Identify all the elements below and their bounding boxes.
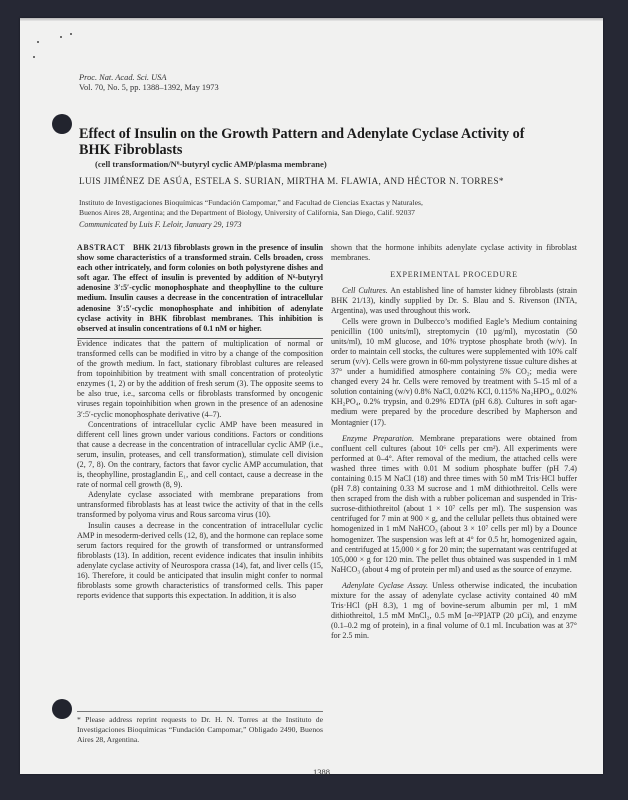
subsection-heading: Enzyme Preparation. — [342, 433, 414, 443]
communicated-by: Communicated by Luis F. Leloir, January 29, 1973 — [79, 220, 242, 229]
dust-speck — [70, 33, 72, 35]
paragraph-text: An established line of hamster kidney fibroblasts (strain BHK 21/13), kindly supplied by Dr. S. Blau and S. Rivenson (INTA, Argentina), was used throughout this work. — [331, 286, 577, 316]
body-paragraph: shown that the hormone inhibits adenylate cyclase activity in fibroblast membranes. — [331, 243, 577, 263]
abstract — [77, 243, 323, 339]
subsection-heading: Adenylate Cyclase Assay. — [342, 580, 429, 590]
body-paragraph — [331, 286, 577, 316]
paragraph-text: Unless otherwise indicated, the incubation mixture for the assay of adenylate cyclase activity contained 40 mM Tris·HCl (pH 8.3), 1 mg of bovine-serum albumin per ml, 1 mM dithiothreitol, 1.5 mM MnCl₂, 0.5 mM [α-³²P]ATP (20 µCi), and enzyme (0.1–0.2 mg of protein), in a final volume of 0.1 ml. Incubation was at 37° for 2.5 min. — [331, 580, 577, 641]
author-list: LUIS JIMÉNEZ DE ASÚA, ESTELA S. SURIAN, MIRTHA M. FLAWIA, AND HÉCTOR N. TORRES* — [79, 177, 504, 187]
right-column — [331, 243, 577, 641]
section-heading: EXPERIMENTAL PROCEDURE — [390, 270, 518, 280]
dust-speck — [33, 56, 35, 58]
paper-title: Effect of Insulin on the Growth Pattern and Adenylate Cyclase Activity of BHK Fibroblasts — [79, 126, 525, 158]
dust-speck — [37, 41, 39, 43]
body-paragraph: Evidence indicates that the pattern of multiplication of normal or transformed cells can be modified in vitro by a change of the composition of the growth medium. In fact, stationary fibroblast cultures are released from topoinhibition by treatment with small concentration of proteolytic enzymes (1, 2) or by the addition of fresh serum (3). The opposite seems to be also true, i.e., sarcoma cells or fibroblasts transformed by oncogenic viruses regain topoinhibition when grown in the presence of an adenosine 3′:5′-cyclic monophosphate derivative (4–7). — [77, 338, 323, 419]
punch-hole — [52, 114, 72, 134]
keywords: (cell transformation/N⁶-butyryl cyclic AMP/plasma membrane) — [95, 159, 327, 169]
left-column — [77, 243, 323, 601]
affiliation-line: Buenos Aires 28, Argentina; and the Department of Biology, University of California, San Diego, Calif. 92037 — [79, 207, 415, 217]
journal-name: Proc. Nat. Acad. Sci. USA — [79, 73, 167, 82]
body-paragraph: Cells were grown in Dulbecco’s modified Eagle’s Medium containing penicillin (100 units/ml), streptomycin (10 µg/ml), mycostatin (50 units/ml), 10 mM glucose, and 10% tryptose phosphate broth (w/v). In order to maintain cell stocks, the cultures were supplemented with 10% calf serum (v/v). Cells were grown in 60-mm polystyrene tissue culture dishes at 37° under a humidified atmosphere containing 5% CO₂; media were changed every 24 hr. Cells were removed by treatment with 5–15 ml of a solution containing (w/v) 0.8% NaCl, 0.02% KCl, 0.115% Na₂HPO₄, 0.02% KH₂PO₄, 0.2% trypsin, and 0.29% EDTA (pH 6.8). Cultures in soft agar-medium were prepared by the procedure described by Mapherson and Montagnier (17). — [331, 316, 577, 427]
paragraph-text: Membrane preparations were obtained from confluent cell cultures (about 10⁶ cells per cm²). All experiments were performed at 0–4°. After removal of the medium, the attached cells were washed three times with 0.01 M sodium phosphate buffer (pH 7.4) containing 0.15 M NaCl (18) and three times with 50 mM Tris·HCl buffer (pH 7.8) containing 0.33 M sucrose and 1 mM dithiothreitol. Cells were then scraped from the dish with a rubber policeman and suspended in Tris-sucrose-dithiothreitol (about 1 × 10⁷ cells per ml). The suspension was centrifuged for 7 min at 900 × g, and the cellular pellets thus obtained were homogenized in 1 mM NaHCO₃ (about 3 × 10⁷ cells per ml) by a Dounce homogenizer. The suspension was left at 4° for 0.5 hr, homogenized again, and centrifuged at 15,000 × g for 20 min; the supernatant was centrifuged at 105,000 × g for 120 min. The pellet thus obtained was suspended in 1 mM NaHCO₃ (about 4 mg of protein per ml) and used as the source of enzyme. — [331, 433, 577, 574]
journal-citation — [79, 73, 219, 93]
body-paragraph — [331, 581, 577, 642]
affiliation — [79, 198, 559, 217]
body-paragraph: Insulin causes a decrease in the concentration of intracellular cyclic AMP in mesoderm-derived cells (12, 8), and the hormone can replace some serum factors required for the growth of transformed or untransformed fibroblasts (13). In addition, recent evidence indicates that insulin inhibits adenylate cyclase activity of Neurospora crassa (14), fat, and liver cells (15, 16). Therefore, it could be anticipated that insulin might confer to normal fibroblasts some growth characteristics of transformed cells. This paper reports evidence that supports this expectation. In addition, it is also — [77, 520, 323, 601]
footnote: * Please address reprint requests to Dr. H. N. Torres at the Instituto de Investigaciones Bioquímicas “Fundación Campomar,” Obligado 2490, Buenos Aires 28, Argentina. — [77, 711, 323, 744]
punch-hole — [52, 699, 72, 719]
abstract-label: ABSTRACT — [77, 243, 126, 252]
journal-volume: Vol. 70, No. 5, pp. 1388–1392, May 1973 — [79, 83, 219, 92]
page-number: 1388 — [313, 767, 330, 777]
body-paragraph — [331, 434, 577, 575]
subsection-heading: Cell Cultures. — [342, 286, 388, 296]
affiliation-line: Instituto de Investigaciones Bioquímicas “Fundación Campomar,” and Facultad de Ciencias Exactas y Naturales, — [79, 198, 423, 207]
abstract-text: BHK 21/13 fibroblasts grown in the presence of insulin show some characteristics of a transformed strain. Cells broaden, cross each other intricately, and form colonies on both polystyrene dishes and soft agar. The effect of insulin is prevented by addition of N⁶-butyryl adenosine 3′:5′-cyclic monophosphate and theophylline to the culture medium. Insulin causes a decrease in the concentration of intracellular adenosine 3′:5′-cyclic monophosphate and inhibition of adenylate cyclase activity in BHK fibroblast membranes. This inhibition is observed at insulin concentrations of 0.1 nM or higher. — [77, 243, 323, 333]
dust-speck — [60, 36, 62, 38]
body-paragraph: Adenylate cyclase associated with membrane preparations from untransformed fibroblasts has at least twice the activity of that in the cells transformed by polyoma virus and Rous sarcoma virus (10). — [77, 490, 323, 520]
body-paragraph: Concentrations of intracellular cyclic AMP have been measured in different cell lines grown under various conditions. Factors or conditions that cause a decrease in the concentration of intracellular cyclic AMP (i.e., serum, insulin, proteases, and cell transformation), stimulate cell division (2, 7, 8). On the contrary, factors that favor cyclic AMP accumulation, that is, theophylline, prostaglandin E₁, and cell contact, cause a decrease in the rate of normal cell growth (8, 9). — [77, 419, 323, 490]
